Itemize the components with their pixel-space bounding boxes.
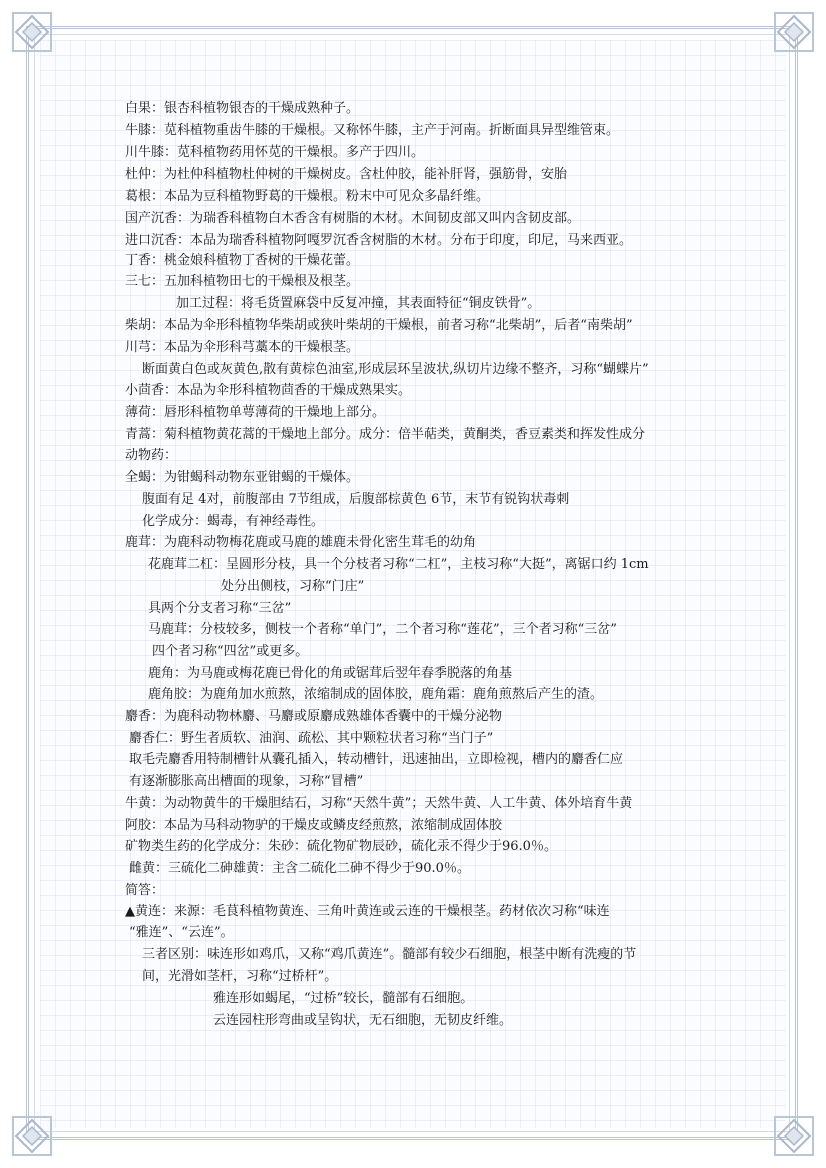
text-line: 阿胶：本品为马科动物驴的干燥皮或鳞皮经煎熬，浓缩制成固体胶 [125,818,503,833]
text-line: ▲黄连：来源：毛茛科植物黄连、三角叶黄连或云连的干燥根茎。药材依次习称“味连 [125,904,610,919]
text-line: 云连园柱形弯曲或呈钩状，无石细胞，无韧皮纤维。 [213,1013,513,1028]
text-line: 马鹿茸：分枝较多，侧枝一个者称“单门”，二个者习称“莲花”，三个者习称“三岔” [148,622,617,637]
text-line: 四个者习称“四岔”或更多。 [152,644,309,659]
text-line: 雅连形如蝎尾，“过桥”较长，髓部有石细胞。 [213,991,474,1006]
text-line: 动物药： [125,448,178,463]
text-line: 麝香仁：野生者质软、油润、疏松、其中颗粒状者习称“当门子” [129,731,494,746]
text-line: 白果：银杏科植物银杏的干燥成熟种子。 [125,101,360,116]
text-line: 全蝎：为钳蝎科动物东亚钳蝎的干燥体。 [125,470,360,485]
text-line: 加工过程：将毛货置麻袋中反复冲撞，其表面特征“铜皮铁骨”。 [176,296,541,311]
text-line: 有逐渐膨胀高出槽面的现象，习称“冒槽” [129,774,364,789]
text-line: 腹面有足 4对，前腹部由 7节组成，后腹部棕黄色 6节，末节有锐钩状毒刺 [142,492,570,507]
text-line: 国产沉香：为瑞香科植物白木香含有树脂的木材。木间韧皮部又叫内含韧皮部。 [125,211,581,226]
text-line: 间，光滑如茎杆，习称“过桥杆”。 [142,969,338,984]
text-line: 鹿角胶：为鹿角加水煎熬，浓缩制成的固体胶，鹿角霜：鹿角煎熬后产生的渣。 [148,687,604,702]
text-line: 进口沉香：本品为瑞香科植物阿嘎罗沉香含树脂的木材。分布于印度，印尼，马来西亚。 [125,233,633,248]
text-line: 雌黄：三硫化二砷雄黄：主含二硫化二砷不得少于90.0％。 [129,861,470,876]
text-line: 三者区别：味连形如鸡爪，又称“鸡爪黄连”。髓部有较少石细胞，根茎中断有洗瘦的节 [142,947,637,962]
text-line: 杜仲：为杜仲科植物杜仲树的干燥树皮。含杜仲胶，能补肝肾，强筋骨，安胎 [125,167,568,182]
text-line: 鹿角：为马鹿或梅花鹿已骨化的角或锯茸后翌年春季脱落的角基 [148,666,513,681]
text-line: 三七：五加科植物田七的干燥根及根茎。 [125,274,360,289]
text-line: 取毛壳麝香用特制槽针从囊孔插入，转动槽针，迅速抽出，立即检视，槽内的麝香仁应 [129,752,624,767]
text-line: 川芎：本品为伞形科芎藁本的干燥根茎。 [125,340,360,355]
text-line: 简答： [125,883,165,898]
text-line: 柴胡：本品为伞形科植物华柴胡或狭叶柴胡的干燥根，前者习称“北柴胡”，后者“南柴胡” [125,318,633,333]
text-line: 化学成分：蝎毒，有神经毒性。 [142,514,325,529]
text-line: 具两个分支者习称“三岔” [148,601,292,616]
text-line: “雅连”、“云连”。 [129,925,234,940]
text-line: 麝香：为鹿科动物林麝、马麝或原麝成熟雄体香囊中的干燥分泌物 [125,709,503,724]
text-line: 花鹿茸二杠：呈圆形分枝，具一个分枝者习称“二杠”，主枝习称“大挺”，离锯口约 1cm [148,557,649,572]
text-line: 矿物类生药的化学成分：朱砂：硫化物矿物辰砂，硫化汞不得少于96.0％。 [125,839,557,854]
text-line: 青蒿：菊科植物黄花蒿的干燥地上部分。成分：倍半萜类，黄酮类，香豆素类和挥发性成分 [125,427,646,442]
text-line: 牛膝：苋科植物重齿牛膝的干燥根。又称怀牛膝，主产于河南。折断面具异型维管束。 [125,123,620,138]
text-line: 鹿茸：为鹿科动物梅花鹿或马鹿的雄鹿未骨化密生茸毛的幼角 [125,535,477,550]
text-line: 葛根：本品为豆科植物野葛的干燥根。粉末中可见众多晶纤维。 [125,189,490,204]
text-line: 小茴香：本品为伞形科植物茴香的干燥成熟果实。 [125,383,412,398]
text-line: 薄荷：唇形科植物单萼薄荷的干燥地上部分。 [125,405,386,420]
text-line: 处分出侧枝，习称“门庄” [221,579,365,594]
text-line: 断面黄白色或灰黄色,散有黄棕色油室,形成层环呈波状,纵切片边缘不整齐，习称“蝴蝶片” [142,362,649,377]
text-line: 牛黄：为动物黄牛的干燥胆结石，习称“天然牛黄”；天然牛黄、人工牛黄、体外培育牛黄 [125,796,633,811]
text-line: 川牛膝：苋科植物药用怀苋的干燥根。多产于四川。 [125,145,425,160]
text-line: 丁香：桃金娘科植物丁香树的干燥花蕾。 [125,253,360,268]
